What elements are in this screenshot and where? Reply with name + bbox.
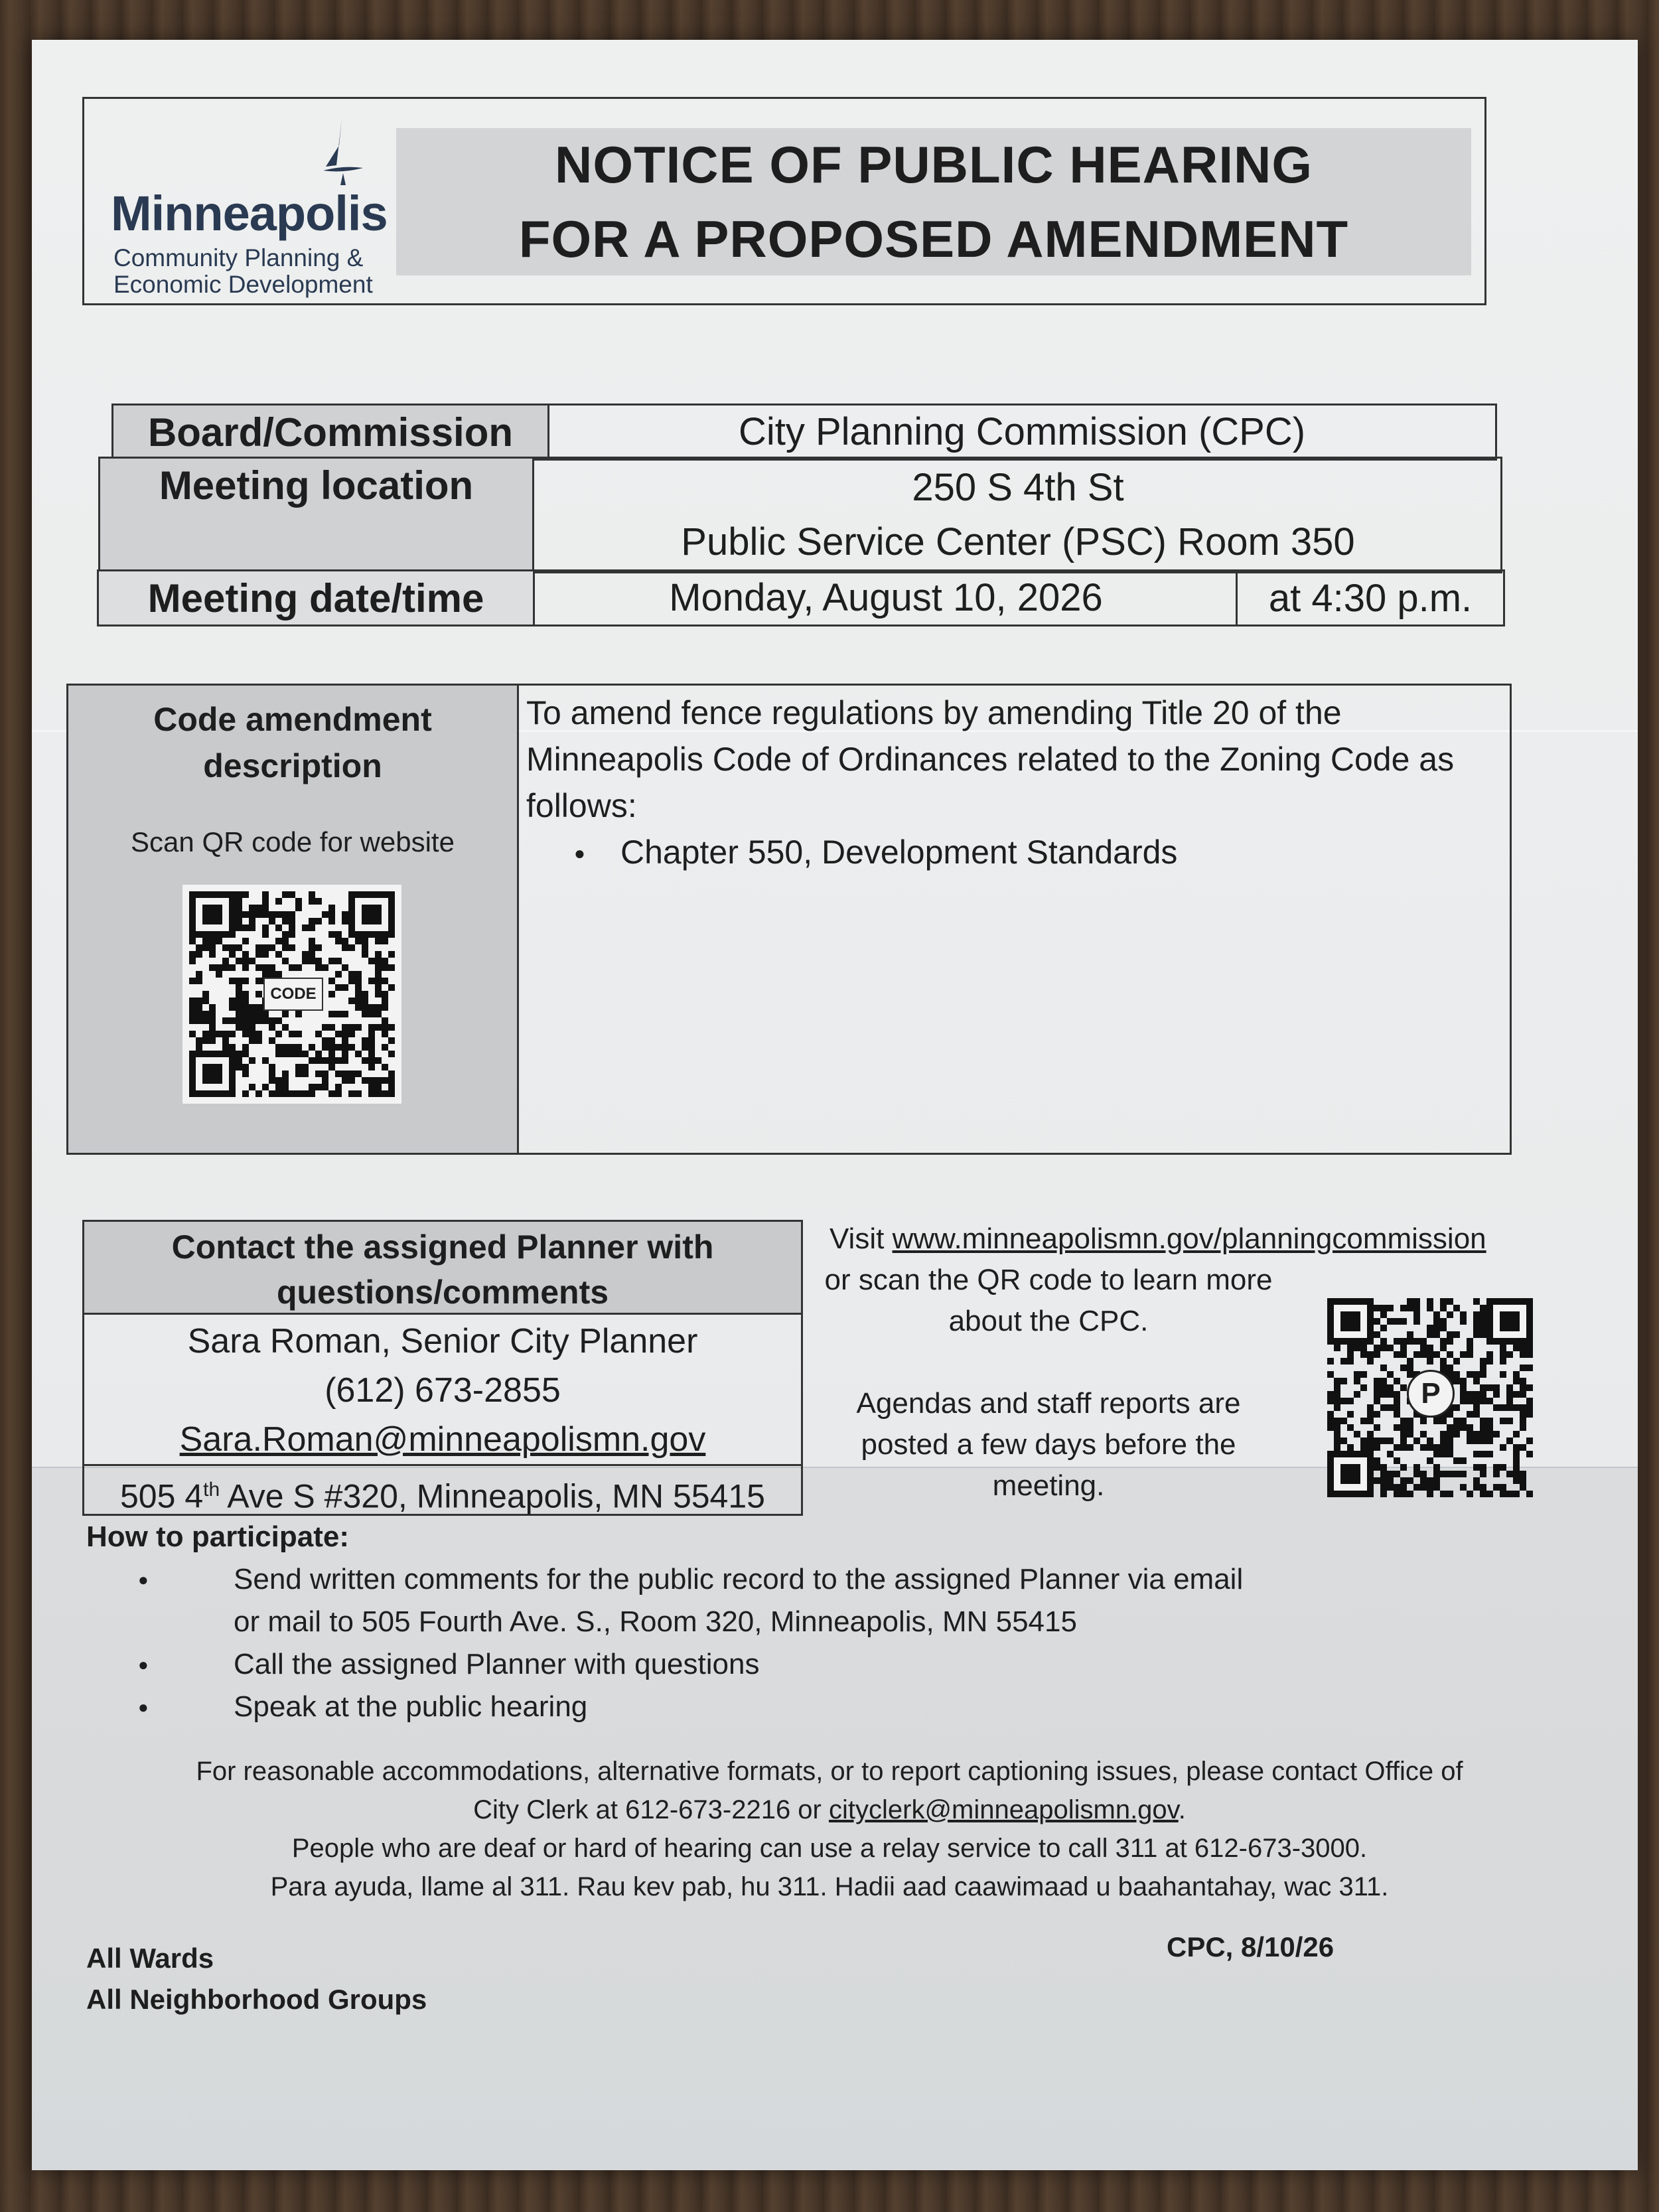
agendas-line3: meeting.: [992, 1469, 1105, 1502]
participate-item-written: [86, 1558, 1546, 1643]
access-line4: Para ayuda, llame al 311. Rau kev pab, hu 311. Hadii aad caawimaad u baahantahay, wac 311.: [270, 1872, 1389, 1901]
datetime-row: [97, 569, 1505, 627]
location-row: [98, 457, 1502, 573]
minneapolis-logo: [111, 119, 390, 298]
planner-address: [84, 1464, 801, 1514]
access-line2: [100, 1791, 1559, 1829]
datetime-label: Meeting date/time: [99, 571, 535, 625]
contact-heading-line1: Contact the assigned Planner with: [171, 1228, 714, 1266]
visit-line2: or scan the QR code to learn more: [824, 1264, 1273, 1296]
logo-wordmark: Minneapolis: [111, 186, 388, 241]
date-value: Monday, August 10, 2026: [669, 576, 1103, 619]
sailboat-logo-icon: [317, 119, 363, 192]
participate-item1-line2: or mail to 505 Fourth Ave. S., Room 320, Minneapolis, MN 55415: [234, 1605, 1077, 1638]
contact-heading-line2: questions/comments: [276, 1274, 609, 1311]
amendment-label-cell: [68, 686, 519, 1153]
logo-subtitle: [113, 245, 373, 298]
cpc-qr-code[interactable]: [1321, 1291, 1540, 1504]
logo-subtitle-line1: Community Planning &: [113, 244, 364, 271]
code-amendment-box: [66, 684, 1512, 1155]
board-value: City Planning Commission (CPC): [738, 410, 1306, 453]
location-line2: Public Service Center (PSC) Room 350: [681, 520, 1355, 563]
participate-item-call: ● Call the assigned Planner with questions: [86, 1643, 1546, 1686]
time-value: at 4:30 p.m.: [1236, 571, 1503, 625]
all-neighborhood-groups: All Neighborhood Groups: [86, 1984, 427, 2015]
logo-subtitle-line2: Economic Development: [113, 271, 373, 298]
qr-code-label: CODE: [263, 978, 323, 1011]
location-line1: 250 S 4th St: [912, 466, 1124, 509]
address-rest: Ave S #320, Minneapolis, MN 55415: [220, 1477, 765, 1515]
notice-title-line2: FOR A PROPOSED AMENDMENT: [518, 210, 1349, 268]
amendment-heading-line2: description: [203, 747, 382, 784]
code-qr-code[interactable]: [182, 885, 401, 1104]
participate-item1-line1: ● Send written comments for the public record to the assigned Planner via email: [234, 1563, 1244, 1595]
board-label: Board/Commission: [113, 406, 549, 459]
access-line3: People who are deaf or hard of hearing can use a relay service to call 311 at 612-673-3000.: [291, 1834, 1368, 1863]
access-line2-text: City Clerk at 612-673-2216 or: [473, 1795, 829, 1824]
amendment-heading-line1: Code amendment: [153, 701, 432, 738]
notice-title: [396, 128, 1471, 275]
amendment-text-line2: Minneapolis Code of Ordinances related to the Zoning Code as: [526, 741, 1455, 778]
participate-list: [86, 1558, 1546, 1728]
board-row: [111, 404, 1497, 461]
planner-contact-box: [82, 1220, 803, 1516]
accessibility-notice: [100, 1752, 1559, 1906]
agendas-line1: Agendas and staff reports are: [856, 1387, 1241, 1420]
visit-prefix: Visit: [830, 1222, 893, 1255]
planner-email-link[interactable]: Sara.Roman@minneapolismn.gov: [179, 1420, 706, 1459]
amendment-heading: [68, 696, 517, 789]
amendment-text-line1: To amend fence regulations by amending Title 20 of the: [526, 694, 1342, 731]
planning-commission-link[interactable]: www.minneapolismn.gov/planningcommission: [892, 1222, 1486, 1255]
address-superscript: th: [203, 1479, 220, 1501]
wards-info: [86, 1938, 427, 2020]
all-wards: All Wards: [86, 1943, 214, 1974]
planner-phone[interactable]: (612) 673-2855: [325, 1371, 561, 1410]
participate-heading: How to participate:: [86, 1520, 350, 1553]
planner-name: Sara Roman, Senior City Planner: [187, 1322, 698, 1361]
contact-details: [84, 1317, 801, 1464]
contact-heading: [84, 1222, 801, 1315]
amendment-text-line3: follows:: [526, 787, 637, 824]
agendas-line2: posted a few days before the: [861, 1428, 1236, 1461]
amendment-description: [526, 690, 1496, 875]
visit-line3: about the CPC.: [948, 1305, 1149, 1337]
location-label: Meeting location: [100, 459, 534, 571]
scan-qr-text: Scan QR code for website: [131, 826, 455, 857]
cpc-date-code: CPC, 8/10/26: [1167, 1931, 1334, 1962]
how-to-participate: [86, 1516, 1546, 1728]
address-number: 505 4: [120, 1477, 204, 1515]
city-clerk-email-link[interactable]: cityclerk@minneapolismn.gov: [828, 1795, 1179, 1824]
access-line2-end: .: [1178, 1795, 1186, 1824]
qr-p-badge: P: [1407, 1370, 1455, 1418]
amendment-bullet: ● Chapter 550, Development Standards: [620, 829, 1496, 875]
notice-title-line1: NOTICE OF PUBLIC HEARING: [554, 135, 1313, 194]
notice-header: [82, 97, 1486, 305]
meeting-info-table: [72, 362, 1505, 621]
participate-item-speak: ● Speak at the public hearing: [86, 1686, 1546, 1728]
access-line1: For reasonable accommodations, alternative formats, or to report captioning issues, please contact Office of: [196, 1757, 1463, 1786]
amendment-list: [526, 829, 1496, 875]
location-value: [536, 459, 1500, 571]
